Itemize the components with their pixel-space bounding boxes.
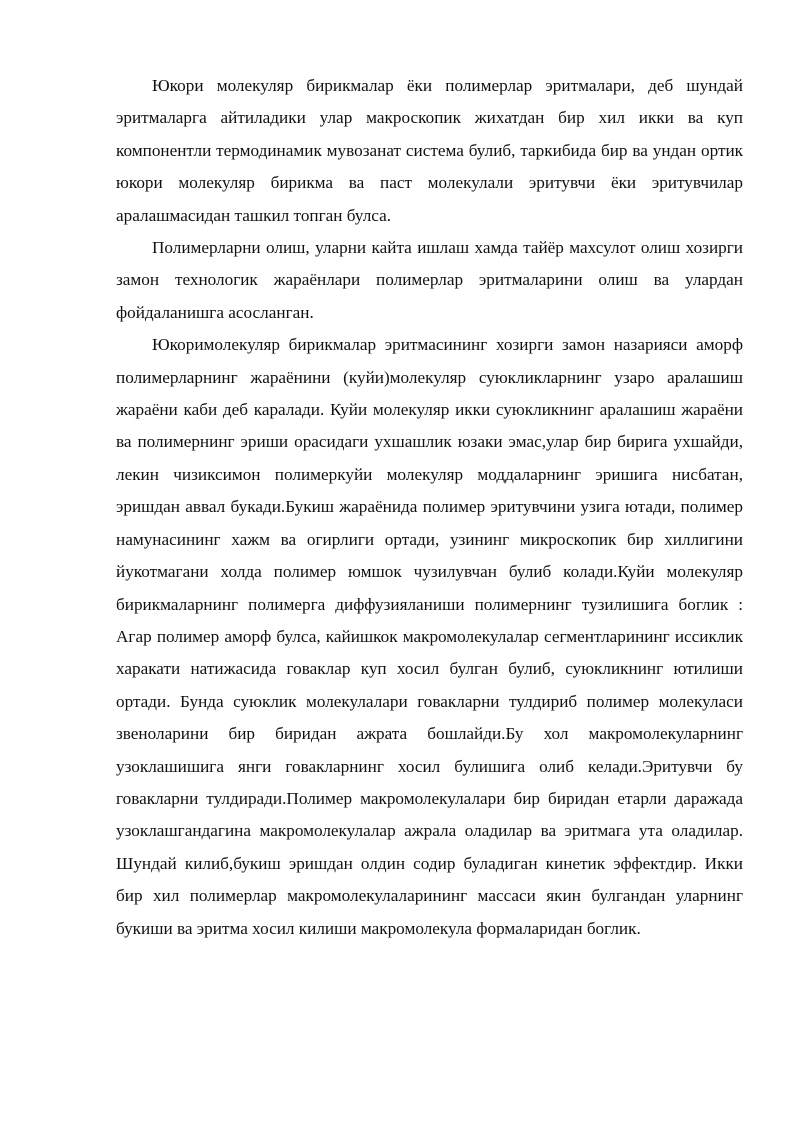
- document-page: [116, 70, 743, 945]
- paragraph: Полимерларни олиш, уларни кайта ишлаш хамда тайёр махсулот олиш хозирги замон технологик жараёнлари полимерлар эритмаларини олиш ва улардан фойдаланишга асосланган.: [116, 238, 743, 322]
- paragraph: Юкори молекуляр бирикмалар ёки полимерлар эритмалари, деб шундай эритмаларга айтиладики улар макроскопик жихатдан бир хил икки ва куп компонентли термодинамик мувозанат система булиб, таркибида бир ва ундан ортик юкори молекуляр бирикма ва паст молекулали эритувчи ёки эритувчилар аралашмасидан ташкил топган булса.: [116, 76, 743, 225]
- paragraph: Юкоримолекуляр бирикмалар эритмасининг хозирги замон назарияси аморф полимерларнинг жараёнини (куйи)молекуляр суюкликларнинг узаро аралашиш жараёни каби деб каралади. Куйи молекуляр икки суюкликнинг аралашиш жараёни ва полимернинг эриши орасидаги ухшашлик юзаки эмас,улар бир бирига ухшайди, лекин чизиксимон полимеркуйи молекуляр моддаларнинг эришига нисбатан, эришдан аввал букади.Букиш жараёнида полимер эритувчини узига ютади, полимер намунасининг хажм ва огирлиги ортади, узининг микроскопик бир хиллигини йукотмагани холда полимер юмшок чузилувчан булиб колади.Куйи молекуляр бирикмаларнинг полимерга диффузияланиши полимернинг тузилишига боглик : Агар полимер аморф булса, кайишкок макромолекулалар сегментларининг иссиклик харакати натижасида говаклар куп хосил булган булиб, суюкликнинг ютилиши ортади. Бунда суюклик молекулалари говакларни тулдириб полимер молекуласи звеноларини бир биридан ажрата бошлайди.Бу хол макромолекуларнинг узоклашишига янги говакларнинг хосил булишига олиб келади.Эритувчи бу говакларни тулдиради.Полимер макромолекулалари бир биридан етарли даражада узоклашгандагина макромолекулалар ажрала оладилар ва эритмага ута оладилар. Шундай килиб,букиш эришдан олдин содир буладиган кинетик эффектдир. Икки бир хил полимерлар макромолекулаларининг массаси якин булгандан уларнинг букиши ва эритма хосил килиши макромолекула формаларидан боглик.: [116, 335, 743, 938]
